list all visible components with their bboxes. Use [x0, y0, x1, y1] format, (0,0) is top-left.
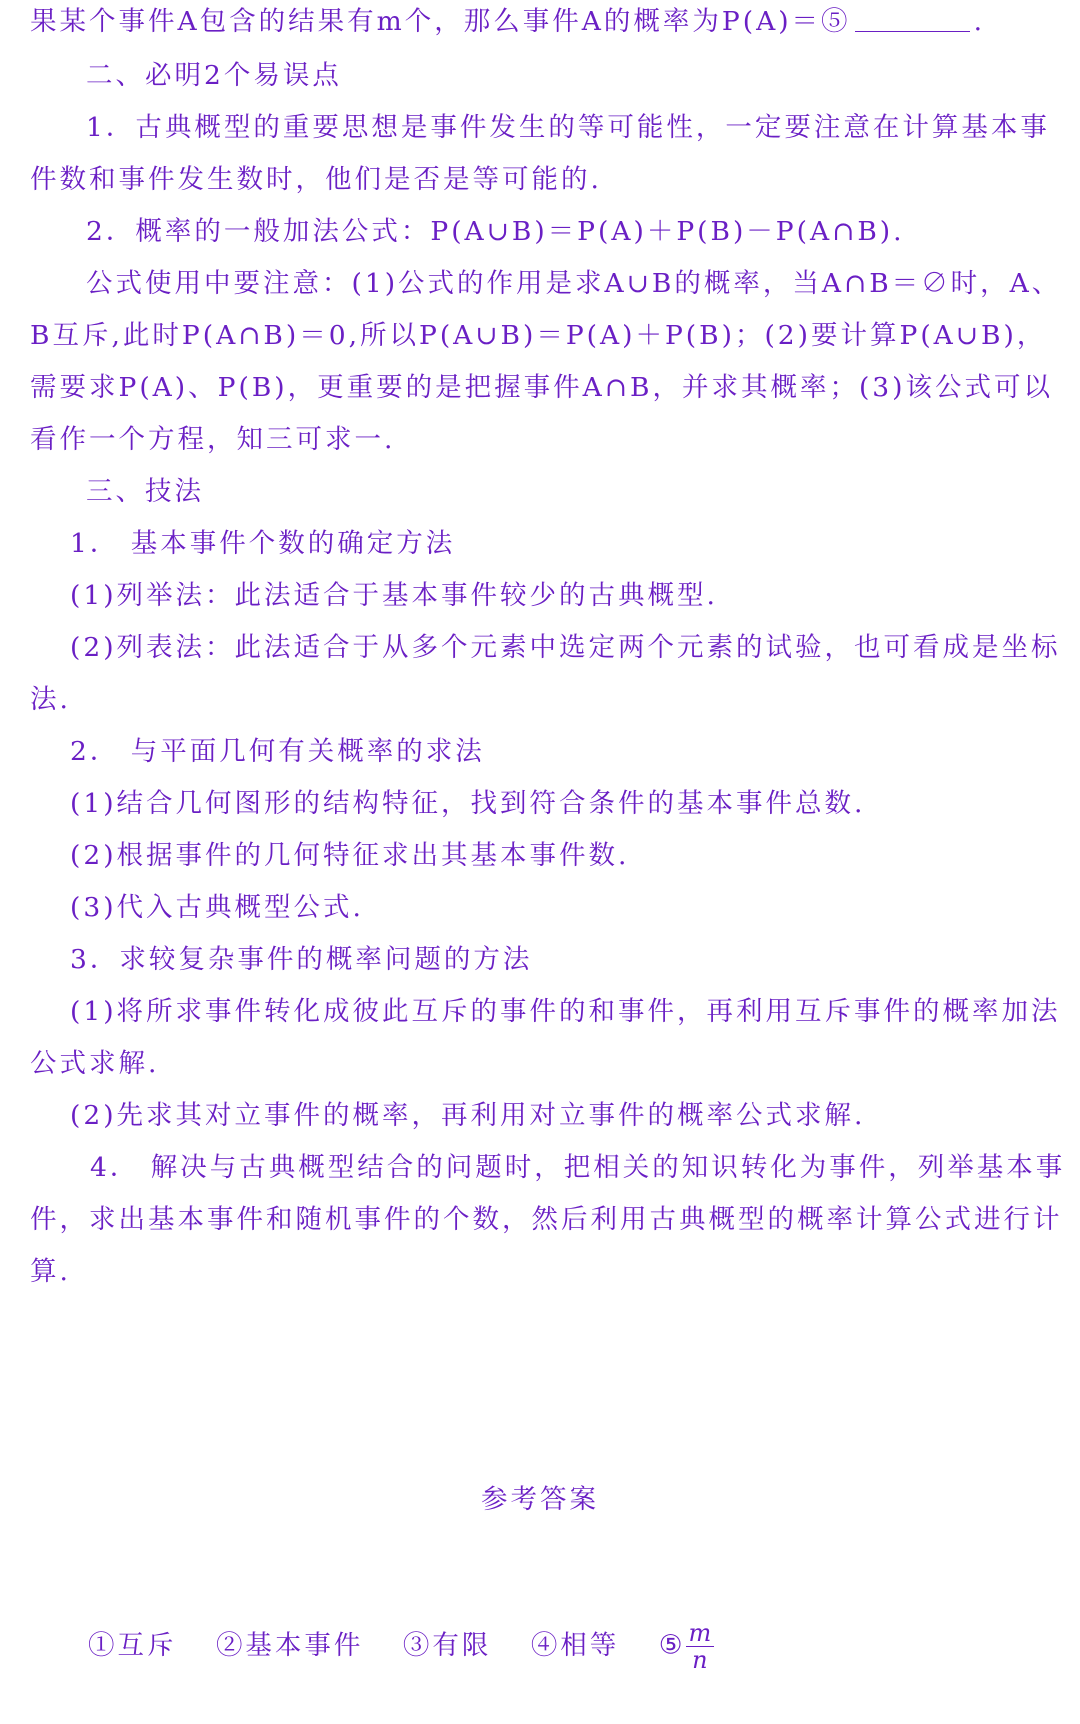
- technique-1-title: 1． 基本事件个数的确定方法: [70, 528, 456, 559]
- technique-2-item-3: (3)代入古典概型公式.: [70, 892, 364, 923]
- paragraph-3-line-3: 需要求P(A)、P(B)，更重要的是把握事件A∩B，并求其概率；(3)该公式可以: [30, 372, 1053, 403]
- technique-3-item-1-line-2: 公式求解.: [30, 1048, 160, 1079]
- section-heading-2: 二、必明2个易误点: [86, 60, 342, 91]
- technique-4-line-2: 件，求出基本事件和随机事件的个数，然后利用古典概型的概率计算公式进行计: [30, 1204, 1063, 1235]
- technique-2-title: 2． 与平面几何有关概率的求法: [70, 736, 485, 767]
- reference-answers: [88, 1620, 714, 1673]
- fraction-denominator: n: [692, 1646, 708, 1674]
- answer-1: ①互斥: [88, 1629, 177, 1661]
- answer-blank: [855, 7, 970, 32]
- technique-2-item-1: (1)结合几何图形的结构特征，找到符合条件的基本事件总数.: [70, 788, 866, 819]
- reference-answers-title: 参考答案: [481, 1484, 599, 1515]
- paragraph-3-line-1: 公式使用中要注意：(1)公式的作用是求A∪B的概率，当A∩B＝∅时，A、: [86, 268, 1062, 299]
- paragraph-3-line-4: 看作一个方程，知三可求一.: [30, 424, 396, 455]
- technique-1-item-2-line-2: 法.: [30, 684, 71, 715]
- answer-3: ③有限: [402, 1629, 492, 1661]
- technique-3-item-2: (2)先求其对立事件的概率，再利用对立事件的概率公式求解.: [70, 1100, 866, 1131]
- answer-5-fraction: [686, 1620, 715, 1673]
- technique-3-title: 3．求较复杂事件的概率问题的方法: [70, 944, 533, 975]
- technique-4-line-3: 算.: [30, 1256, 71, 1287]
- technique-1-item-2-line-1: (2)列表法：此法适合于从多个元素中选定两个元素的试验，也可看成是坐标: [70, 632, 1061, 663]
- paragraph-1-line-1: 1．古典概型的重要思想是事件发生的等可能性，一定要注意在计算基本事: [86, 112, 1050, 143]
- paragraph-3-line-2: B互斥,此时P(A∩B)＝0,所以P(A∪B)＝P(A)＋P(B)；(2)要计算P(A∪B)，: [30, 320, 1047, 351]
- paragraph-1-line-2: 件数和事件发生数时，他们是否是等可能的.: [30, 164, 602, 195]
- technique-1-item-1: (1)列举法：此法适合于基本事件较少的古典概型.: [70, 580, 718, 611]
- section-heading-3: 三、技法: [86, 476, 204, 507]
- text-line: [30, 2, 985, 42]
- answer-5-label: ⑤: [658, 1629, 686, 1661]
- answer-2: ②基本事件: [215, 1629, 364, 1661]
- technique-3-item-1-line-1: (1)将所求事件转化成彼此互斥的事件的和事件，再利用互斥事件的概率加法: [70, 996, 1061, 1027]
- text-line-1: 果某个事件A包含的结果有m个，那么事件A的概率为P(A)＝⑤: [30, 6, 851, 37]
- answer-4: ④相等: [530, 1629, 620, 1661]
- text-line-1-end: .: [973, 6, 985, 37]
- formula-line: 2．概率的一般加法公式：P(A∪B)＝P(A)＋P(B)－P(A∩B).: [86, 216, 905, 247]
- technique-4-line-1: 4． 解决与古典概型结合的问题时，把相关的知识转化为事件，列举基本事: [90, 1152, 1066, 1183]
- fraction-numerator: m: [686, 1620, 715, 1647]
- technique-2-item-2: (2)根据事件的几何特征求出其基本事件数.: [70, 840, 630, 871]
